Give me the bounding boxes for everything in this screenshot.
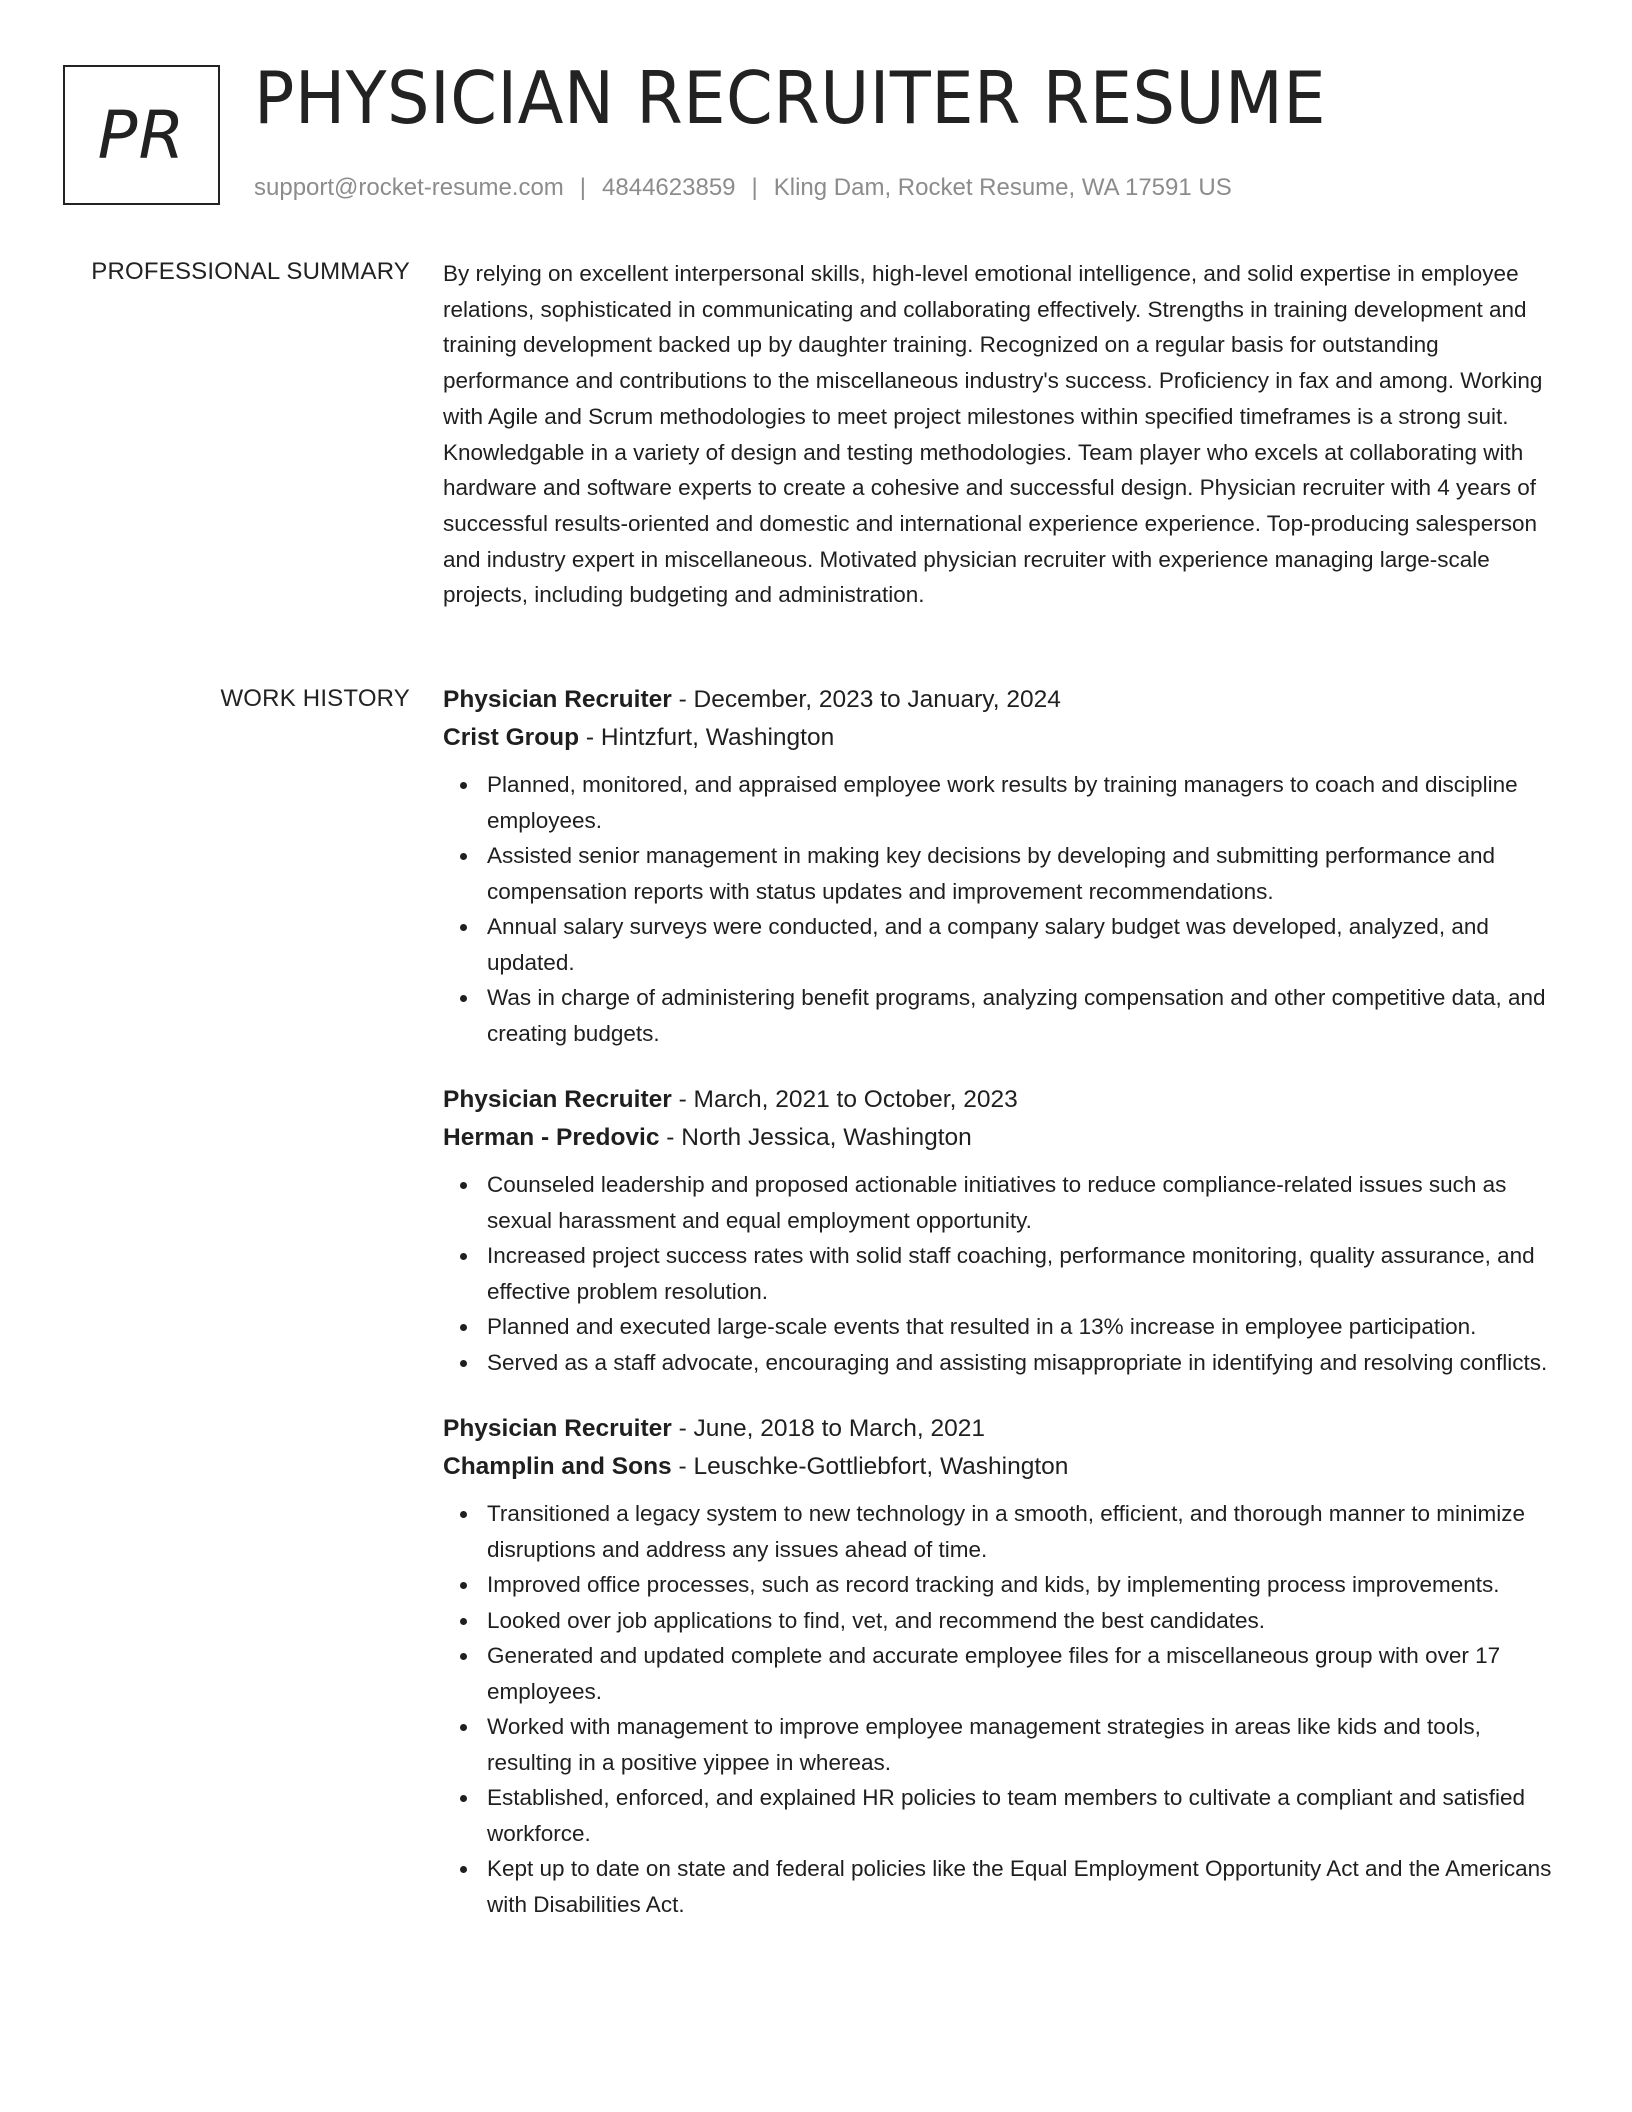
job-bullet: Established, enforced, and explained HR policies to team members to cultivate a compliant and satisfied workforce. xyxy=(487,1780,1561,1851)
job-bullet: Improved office processes, such as record tracking and kids, by implementing process improvements. xyxy=(487,1567,1561,1603)
section-label-work-history: WORK HISTORY xyxy=(220,685,410,712)
job-entry xyxy=(443,681,1561,1051)
job-bullet: Annual salary surveys were conducted, and a company salary budget was developed, analyzed, and updated. xyxy=(487,909,1561,980)
job-dates: - March, 2021 to October, 2023 xyxy=(671,1086,1018,1113)
job-title-line xyxy=(443,1410,1561,1448)
job-company-line xyxy=(443,1119,1561,1157)
job-title: Physician Recruiter xyxy=(443,1415,672,1442)
job-bullet: Looked over job applications to find, vet, and recommend the best candidates. xyxy=(487,1603,1561,1639)
job-location: - North Jessica, Washington xyxy=(659,1124,972,1151)
contact-separator: | xyxy=(579,174,587,201)
job-company-line xyxy=(443,1448,1561,1486)
job-bullet: Planned, monitored, and appraised employee work results by training managers to coach and discipline employees. xyxy=(487,767,1561,838)
job-bullets xyxy=(443,767,1561,1051)
job-bullets xyxy=(443,1496,1561,1922)
job-bullet: Was in charge of administering benefit programs, analyzing compensation and other competitive data, and creating budgets. xyxy=(487,980,1561,1051)
job-location: - Hintzfurt, Washington xyxy=(579,724,835,751)
job-dates: - June, 2018 to March, 2021 xyxy=(671,1415,986,1442)
job-company: Herman - Predovic xyxy=(443,1124,660,1151)
contact-line xyxy=(254,174,1232,202)
summary-text: By relying on excellent interpersonal skills, high-level emotional intelligence, and solid expertise in employee relations, sophisticated in communicating and collaborating effectively. Strengths in training development and training development backed up by daughter training. Recognized on a regular basis for outstanding performance and contributions to the miscellaneous industry's success. Proficiency in fax and among. Working with Agile and Scrum methodologies to meet project milestones within specified timeframes is a strong suit. Knowledgable in a variety of design and testing methodologies. Team player who excels at collaborating with hardware and software experts to create a cohesive and successful design. Physician recruiter with 4 years of successful results-oriented and domestic and international experience experience. Top-producing salesperson and industry expert in miscellaneous. Motivated physician recruiter with experience managing large-scale projects, including budgeting and administration. xyxy=(443,261,1543,608)
job-title: Physician Recruiter xyxy=(443,686,672,713)
job-bullet: Planned and executed large-scale events that resulted in a 13% increase in employee participation. xyxy=(487,1309,1561,1345)
job-title-line xyxy=(443,681,1561,719)
job-dates: - December, 2023 to January, 2024 xyxy=(671,686,1061,713)
job-company: Champlin and Sons xyxy=(443,1453,672,1480)
job-bullet: Assisted senior management in making key decisions by developing and submitting performance and compensation reports with status updates and improvement recommendations. xyxy=(487,838,1561,909)
contact-email[interactable]: support@rocket-resume.com xyxy=(254,174,564,201)
job-bullets xyxy=(443,1167,1561,1380)
job-bullet: Generated and updated complete and accurate employee files for a miscellaneous group with over 17 employees. xyxy=(487,1638,1561,1709)
work-history xyxy=(443,681,1561,1952)
contact-separator: | xyxy=(751,174,758,201)
section-label-summary: PROFESSIONAL SUMMARY xyxy=(91,258,410,285)
job-company: Crist Group xyxy=(443,724,580,751)
job-bullet: Kept up to date on state and federal policies like the Equal Employment Opportunity Act and the Americans with Disabilities Act. xyxy=(487,1851,1561,1922)
contact-phone[interactable]: 4844623859 xyxy=(602,174,736,201)
job-entry xyxy=(443,1410,1561,1922)
job-bullet: Counseled leadership and proposed actionable initiatives to reduce compliance-related issues such as sexual harassment and equal employment opportunity. xyxy=(487,1167,1561,1238)
job-bullet: Served as a staff advocate, encouraging and assisting misappropriate in identifying and resolving conflicts. xyxy=(487,1345,1561,1381)
monogram-logo: PR xyxy=(63,65,220,205)
job-location: - Leuschke-Gottliebfort, Washington xyxy=(671,1453,1069,1480)
job-title-line xyxy=(443,1081,1561,1119)
contact-address: Kling Dam, Rocket Resume, WA 17591 US xyxy=(773,174,1232,201)
job-bullet: Transitioned a legacy system to new technology in a smooth, efficient, and thorough manner to minimize disruptions and address any issues ahead of time. xyxy=(487,1496,1561,1567)
job-company-line xyxy=(443,719,1561,757)
job-bullet: Increased project success rates with solid staff coaching, performance monitoring, quality assurance, and effective problem resolution. xyxy=(487,1238,1561,1309)
resume-title: PHYSICIAN RECRUITER RESUME xyxy=(254,56,1326,140)
job-entry xyxy=(443,1081,1561,1380)
job-bullet: Worked with management to improve employee management strategies in areas like kids and tools, resulting in a positive yippee in whereas. xyxy=(487,1709,1561,1780)
job-title: Physician Recruiter xyxy=(443,1086,672,1113)
